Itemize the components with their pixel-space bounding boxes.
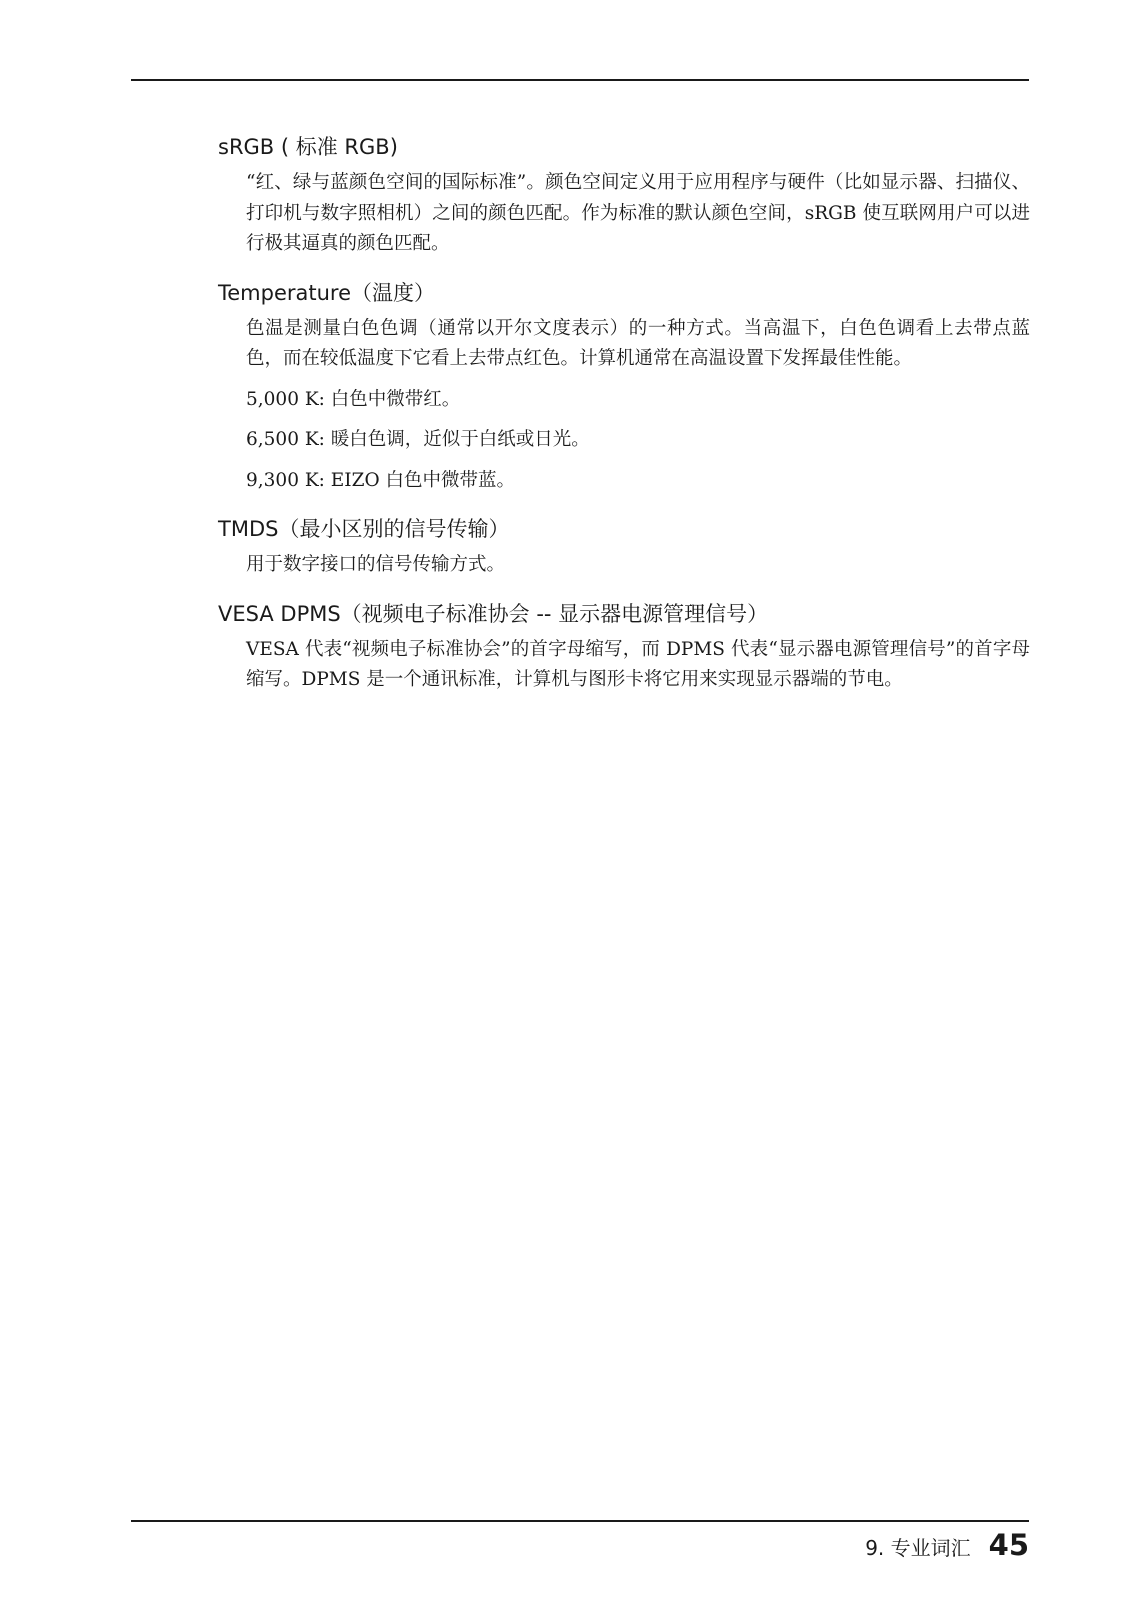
definition-paragraph: VESA 代表“视频电子标准协会”的首字母缩写，而 DPMS 代表“显示器电源管理信号”的首字母缩写。DPMS 是一个通讯标准，计算机与图形卡将它用来实现显示器端的节电。 <box>246 638 1030 690</box>
term-definition <box>246 635 1030 696</box>
definition-paragraph: 6,500 K: 暖白色调，近似于白纸或日光。 <box>246 429 590 450</box>
header-rule <box>131 79 1029 81</box>
term-heading: sRGB ( 标准 RGB) <box>218 135 398 159</box>
glossary-entry-srgb <box>218 132 1030 260</box>
definition-paragraph: 色温是测量白色色调（通常以开尔文度表示）的一种方式。当高温下，白色色调看上去带点蓝色，而在较低温度下它看上去带点红色。计算机通常在高温设置下发挥最佳性能。 <box>246 317 1030 369</box>
definition-paragraph: 9,300 K: EIZO 白色中微带蓝。 <box>246 469 515 491</box>
term-definition <box>246 168 1030 260</box>
chapter-label: 9. 专业词汇 <box>865 1536 971 1560</box>
glossary-entry-tmds <box>218 514 1030 581</box>
definition-paragraph: 5,000 K: 白色中微带红。 <box>246 388 461 410</box>
definition-paragraph: 用于数字接口的信号传输方式。 <box>246 554 506 575</box>
page-number: 45 <box>988 1528 1029 1562</box>
glossary-entry-temperature <box>218 278 1030 497</box>
glossary-content <box>218 132 1030 714</box>
term-heading: TMDS（最小区别的信号传输） <box>218 517 510 541</box>
definition-paragraph: “红、绿与蓝颜色空间的国际标准”。颜色空间定义用于应用程序与硬件（比如显示器、扫描仪、打印机与数字照相机）之间的颜色匹配。作为标准的默认颜色空间，sRGB 使互联网用户可以进行极其逼真的颜色匹配。 <box>246 172 1030 254</box>
term-definition <box>246 314 1030 497</box>
glossary-entry-vesa-dpms <box>218 599 1030 696</box>
page-footer <box>865 1528 1029 1562</box>
term-heading: Temperature（温度） <box>218 280 436 305</box>
term-definition <box>246 550 1030 581</box>
footer-rule <box>131 1520 1029 1522</box>
term-heading: VESA DPMS（视频电子标准协会 -- 显示器电源管理信号） <box>218 601 769 626</box>
